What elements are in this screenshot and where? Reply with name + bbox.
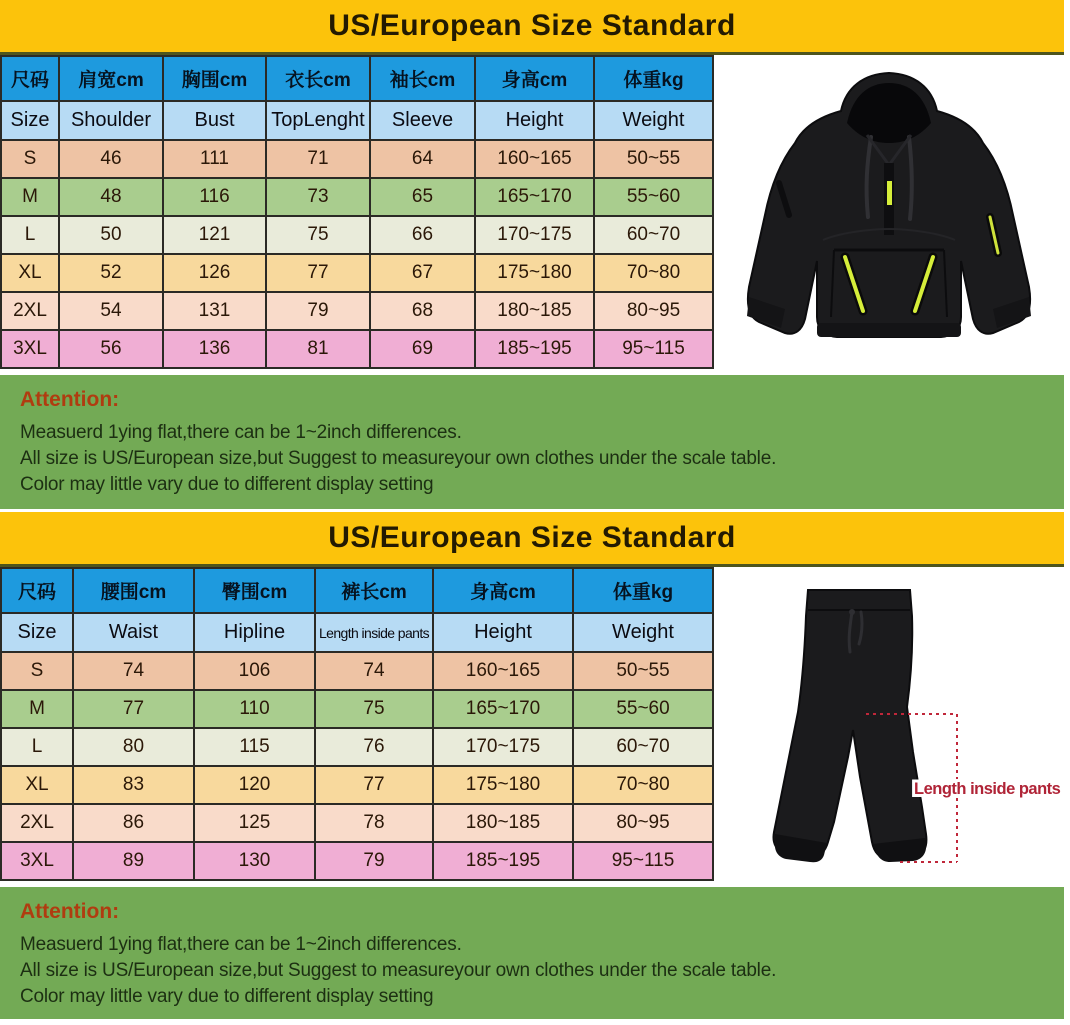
col-header-cn: 臀围cm [194, 568, 315, 613]
table-row-2xl [1, 804, 713, 842]
col-header-cn: 衣长cm [266, 56, 370, 101]
value-cell: 165~170 [433, 690, 573, 728]
value-cell: 165~170 [475, 178, 594, 216]
table-row-l [1, 216, 713, 254]
value-cell: 74 [315, 652, 433, 690]
hoodie-size-table [0, 55, 714, 369]
value-cell: 160~165 [475, 140, 594, 178]
table-row-m [1, 178, 713, 216]
col-header-en: TopLenght [266, 101, 370, 140]
size-cell: M [1, 178, 59, 216]
size-cell: L [1, 728, 73, 766]
joggers-image [714, 572, 1064, 882]
col-header-cn: 腰围cm [73, 568, 194, 613]
section2-attention [0, 887, 1064, 1019]
col-header-cn: 尺码 [1, 56, 59, 101]
value-cell: 116 [163, 178, 266, 216]
table-row [1, 101, 713, 140]
table-row [1, 568, 713, 613]
pants-size-table [0, 567, 714, 881]
value-cell: 70~80 [573, 766, 713, 804]
value-cell: 126 [163, 254, 266, 292]
attention-line: Measuerd 1ying flat,there can be 1~2inch differences. [20, 934, 462, 955]
col-header-cn: 身高cm [475, 56, 594, 101]
value-cell: 56 [59, 330, 163, 368]
value-cell: 115 [194, 728, 315, 766]
pants-figure [714, 567, 1064, 887]
attention-line: All size is US/European size,but Suggest to measureyour own clothes under the scale table. [20, 448, 777, 469]
col-header-cn: 尺码 [1, 568, 73, 613]
table-row-xl [1, 254, 713, 292]
table-row [1, 613, 713, 652]
value-cell: 81 [266, 330, 370, 368]
value-cell: 106 [194, 652, 315, 690]
size-cell: 3XL [1, 842, 73, 880]
value-cell: 136 [163, 330, 266, 368]
page-title: US/European Size Standard [328, 521, 736, 554]
value-cell: 60~70 [573, 728, 713, 766]
col-header-cn: 肩宽cm [59, 56, 163, 101]
value-cell: 130 [194, 842, 315, 880]
value-cell: 46 [59, 140, 163, 178]
value-cell: 80 [73, 728, 194, 766]
value-cell: 79 [315, 842, 433, 880]
value-cell: 160~165 [433, 652, 573, 690]
value-cell: 78 [315, 804, 433, 842]
hoodie-image [719, 65, 1059, 365]
value-cell: 170~175 [433, 728, 573, 766]
col-header-en: Sleeve [370, 101, 475, 140]
col-header-en: Weight [594, 101, 713, 140]
value-cell: 52 [59, 254, 163, 292]
value-cell: 185~195 [433, 842, 573, 880]
size-cell: 3XL [1, 330, 59, 368]
col-header-en: Height [475, 101, 594, 140]
section1-attention [0, 375, 1064, 509]
value-cell: 74 [73, 652, 194, 690]
value-cell: 75 [266, 216, 370, 254]
size-cell: M [1, 690, 73, 728]
col-header-en: Bust [163, 101, 266, 140]
value-cell: 55~60 [594, 178, 713, 216]
value-cell: 54 [59, 292, 163, 330]
size-cell: S [1, 140, 59, 178]
table-row-xl [1, 766, 713, 804]
value-cell: 110 [194, 690, 315, 728]
col-header-cn: 体重kg [594, 56, 713, 101]
table-row-3xl [1, 330, 713, 368]
attention-heading: Attention: [20, 900, 120, 923]
value-cell: 175~180 [475, 254, 594, 292]
size-cell: 2XL [1, 804, 73, 842]
table-row-m [1, 690, 713, 728]
value-cell: 111 [163, 140, 266, 178]
page-title: US/European Size Standard [328, 9, 736, 42]
value-cell: 125 [194, 804, 315, 842]
value-cell: 83 [73, 766, 194, 804]
size-cell: XL [1, 254, 59, 292]
section2-content [0, 567, 1064, 887]
col-header-cn: 身高cm [433, 568, 573, 613]
value-cell: 50 [59, 216, 163, 254]
table-row [1, 56, 713, 101]
col-header-en: Weight [573, 613, 713, 652]
value-cell: 80~95 [573, 804, 713, 842]
value-cell: 175~180 [433, 766, 573, 804]
col-header-en: Size [1, 101, 59, 140]
value-cell: 73 [266, 178, 370, 216]
value-cell: 64 [370, 140, 475, 178]
value-cell: 121 [163, 216, 266, 254]
value-cell: 80~95 [594, 292, 713, 330]
value-cell: 76 [315, 728, 433, 766]
col-header-en: Length inside pants [315, 613, 433, 652]
col-header-en: Height [433, 613, 573, 652]
col-header-en: Hipline [194, 613, 315, 652]
col-header-en: Waist [73, 613, 194, 652]
attention-heading: Attention: [20, 388, 120, 411]
attention-line: Measuerd 1ying flat,there can be 1~2inch differences. [20, 422, 462, 443]
section2-title-banner [0, 512, 1064, 567]
value-cell: 50~55 [594, 140, 713, 178]
size-cell: L [1, 216, 59, 254]
attention-line: Color may little vary due to different display setting [20, 986, 434, 1007]
value-cell: 95~115 [594, 330, 713, 368]
table-row-3xl [1, 842, 713, 880]
value-cell: 55~60 [573, 690, 713, 728]
value-cell: 67 [370, 254, 475, 292]
col-header-cn: 袖长cm [370, 56, 475, 101]
value-cell: 75 [315, 690, 433, 728]
value-cell: 180~185 [475, 292, 594, 330]
value-cell: 77 [315, 766, 433, 804]
col-header-en: Size [1, 613, 73, 652]
value-cell: 170~175 [475, 216, 594, 254]
value-cell: 66 [370, 216, 475, 254]
value-cell: 89 [73, 842, 194, 880]
value-cell: 65 [370, 178, 475, 216]
value-cell: 60~70 [594, 216, 713, 254]
value-cell: 77 [73, 690, 194, 728]
col-header-cn: 胸围cm [163, 56, 266, 101]
table-row-s [1, 140, 713, 178]
size-cell: XL [1, 766, 73, 804]
value-cell: 48 [59, 178, 163, 216]
value-cell: 71 [266, 140, 370, 178]
value-cell: 69 [370, 330, 475, 368]
value-cell: 120 [194, 766, 315, 804]
value-cell: 86 [73, 804, 194, 842]
table-row-s [1, 652, 713, 690]
value-cell: 77 [266, 254, 370, 292]
size-annotation-label: Length inside pants [914, 780, 1061, 798]
value-cell: 180~185 [433, 804, 573, 842]
size-cell: 2XL [1, 292, 59, 330]
hoodie-figure [714, 55, 1064, 375]
table-row-2xl [1, 292, 713, 330]
section1-content [0, 55, 1064, 375]
value-cell: 79 [266, 292, 370, 330]
col-header-en: Shoulder [59, 101, 163, 140]
value-cell: 70~80 [594, 254, 713, 292]
value-cell: 185~195 [475, 330, 594, 368]
table-row-l [1, 728, 713, 766]
col-header-cn: 裤长cm [315, 568, 433, 613]
value-cell: 50~55 [573, 652, 713, 690]
size-cell: S [1, 652, 73, 690]
value-cell: 131 [163, 292, 266, 330]
attention-line: All size is US/European size,but Suggest to measureyour own clothes under the scale table. [20, 960, 777, 981]
section1-title-banner [0, 0, 1064, 55]
attention-line: Color may little vary due to different display setting [20, 474, 434, 495]
col-header-cn: 体重kg [573, 568, 713, 613]
value-cell: 68 [370, 292, 475, 330]
value-cell: 95~115 [573, 842, 713, 880]
